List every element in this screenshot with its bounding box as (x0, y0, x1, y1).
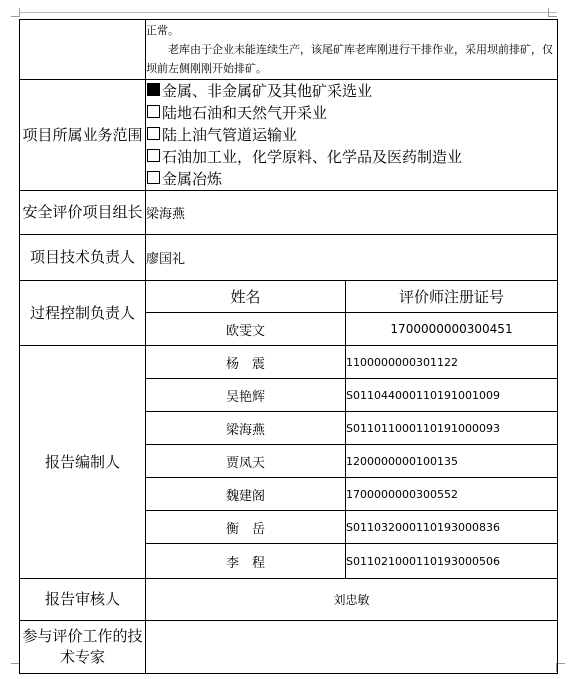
author-reg[interactable]: S011044000110191001009 (346, 379, 558, 412)
author-reg[interactable]: S011011000110191000093 (346, 412, 558, 445)
scope-option-smelting[interactable] (146, 168, 557, 190)
author-reg[interactable]: 1700000000300552 (346, 478, 558, 511)
process-control-label: 过程控制负责人 (20, 281, 146, 346)
author-reg[interactable]: S011032000110193000836 (346, 511, 558, 544)
checkbox-icon[interactable] (147, 105, 160, 118)
process-person-reg[interactable]: 1700000000300451 (346, 313, 558, 346)
author-name[interactable]: 吴艳辉 (146, 379, 346, 412)
process-person-name[interactable]: 欧雯文 (146, 313, 346, 346)
reviewer-row (20, 579, 558, 621)
process-header-row (20, 281, 558, 313)
author-name[interactable]: 李 程 (146, 544, 346, 579)
scope-row (20, 80, 558, 191)
intro-text-cell[interactable] (146, 20, 558, 80)
author-name[interactable]: 魏建阁 (146, 478, 346, 511)
checkbox-icon[interactable] (147, 127, 160, 140)
evaluation-form-table (19, 19, 558, 674)
scope-option-mining[interactable] (146, 80, 557, 102)
scope-option-pipeline[interactable] (146, 124, 557, 146)
author-name[interactable]: 贾凤天 (146, 445, 346, 478)
author-reg[interactable]: S011021000110193000506 (346, 544, 558, 579)
intro-label-cell (20, 20, 146, 80)
checkbox-icon[interactable] (147, 83, 160, 96)
scope-option-label: 陆上油气管道运输业 (162, 126, 298, 144)
experts-label: 参与评价工作的技术专家 (20, 621, 146, 674)
intro-line-1: 正常。 (146, 24, 179, 37)
scope-option-label: 石油加工业，化学原料、化学品及医药制造业 (162, 148, 463, 166)
scope-option-petrochem[interactable] (146, 146, 557, 168)
tech-lead-value[interactable]: 廖国礼 (146, 235, 558, 281)
author-name[interactable]: 衡 岳 (146, 511, 346, 544)
scope-option-label: 陆地石油和天然气开采业 (162, 104, 328, 122)
scope-option-label: 金属冶炼 (162, 170, 223, 188)
intro-row (20, 20, 558, 80)
reviewer-value[interactable]: 刘忠敏 (146, 579, 558, 621)
checkbox-icon[interactable] (147, 171, 160, 184)
name-column-header: 姓名 (146, 281, 346, 313)
team-leader-value[interactable]: 梁海燕 (146, 191, 558, 235)
tech-lead-label: 项目技术负责人 (20, 235, 146, 281)
scope-options (146, 80, 558, 191)
intro-line-2: 老库由于企业未能连续生产，该尾矿库老库刚进行干排作业，采用坝前排矿，仅坝前左侧刚刚开始排矿。 (146, 43, 553, 75)
tech-lead-row (20, 235, 558, 281)
reviewer-label: 报告审核人 (20, 579, 146, 621)
scope-option-oil-gas[interactable] (146, 102, 557, 124)
registration-column-header: 评价师注册证号 (346, 281, 558, 313)
experts-value[interactable] (146, 621, 558, 674)
author-name[interactable]: 梁海燕 (146, 412, 346, 445)
team-leader-label: 安全评价项目组长 (20, 191, 146, 235)
author-reg[interactable]: 1200000000100135 (346, 445, 558, 478)
author-reg[interactable]: 1100000000301122 (346, 346, 558, 379)
author-name[interactable]: 杨 震 (146, 346, 346, 379)
authors-label: 报告编制人 (20, 346, 146, 579)
page-top-margin-line (19, 12, 557, 13)
scope-label: 项目所属业务范围 (20, 80, 146, 191)
experts-row (20, 621, 558, 674)
team-leader-row (20, 191, 558, 235)
author-row (20, 346, 558, 379)
checkbox-icon[interactable] (147, 149, 160, 162)
scope-option-label: 金属、非金属矿及其他矿采选业 (162, 82, 373, 100)
